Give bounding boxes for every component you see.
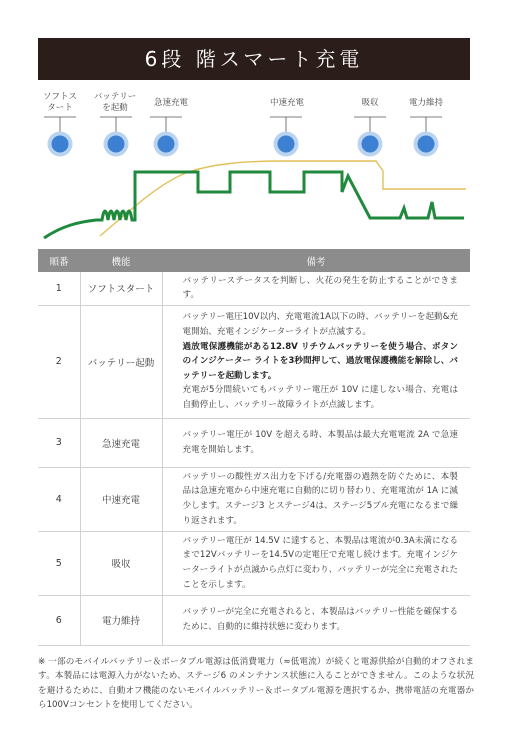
row-function: 中速充電 [80, 467, 162, 531]
stage-label-text: 急速充電 [153, 98, 188, 108]
stage-label-text: ソフトス タート [43, 92, 77, 113]
stage-bubble-icon [358, 132, 383, 157]
row-number: 5 [38, 531, 80, 595]
stage-bubble-icon [274, 132, 299, 157]
note-text-2: 充電が5分間続いてもバッテリー電圧が 10V に達しない場合、充電は自動停止し、バッテリー故障ライトが点滅します。 [182, 385, 458, 410]
stage-label-text: 中速充電 [269, 98, 304, 108]
note-text: バッテリー電圧が 10V を超える時、本製品は最大充電電流 2A で急速充電を開始します。 [182, 429, 458, 455]
note-text: バッテリーの酸性ガス出力を下げる/充電器の過熱を防ぐために、本製品は急速充電から中速充電に自動的に切り替わり、充電電流が 1A に減少します。ステージ3 とステージ4は、ステージ5ブル充電になるまで繰り返されます。 [182, 471, 458, 526]
row-function: 電力維持 [80, 595, 162, 645]
header-function: 機能 [80, 249, 162, 272]
note-text: バッテリー電圧が 14.5V に達すると、本製品は電流が0.3A未満になるまで12Vバッテリーを14.5Vの定電圧で充電し続けます。充電インジケーターライトが点滅から点灯に変わり、バッテリーが完全に充電されたことを示します。 [182, 535, 458, 590]
header-order: 順番 [38, 249, 80, 272]
charging-stage-table [38, 249, 470, 646]
stage-bubble-icon [414, 132, 439, 157]
stage-bubbles [48, 132, 439, 157]
row-number: 2 [38, 305, 80, 418]
row-note [162, 595, 470, 645]
row-number: 1 [38, 272, 80, 305]
table-row [38, 305, 470, 418]
row-function: バッテリー起動 [80, 305, 162, 418]
stage-bubble-icon [48, 132, 73, 157]
title-banner [38, 38, 470, 80]
charging-curve-graphic [38, 86, 470, 246]
row-number: 6 [38, 595, 80, 645]
note-text: バッテリーが完全に充電されると、本製品はバッテリー性能を確保するために、自動的に維持状態に変わります。 [182, 607, 458, 632]
table-row [38, 467, 470, 531]
stage-bubble-icon [154, 132, 179, 157]
note-text: バッテリーステータスを判断し、火花の発生を防止することができます。 [182, 275, 458, 301]
table-row [38, 418, 470, 467]
row-note [162, 418, 470, 467]
stage-label-text: 電力維持 [408, 98, 443, 108]
table-row [38, 595, 470, 645]
current-curve [44, 172, 464, 238]
row-note [162, 531, 470, 595]
row-number: 4 [38, 467, 80, 531]
page-title: 6段 階スマート充電 [144, 47, 364, 71]
header-notes: 備考 [162, 249, 470, 272]
row-number: 3 [38, 418, 80, 467]
row-note [162, 467, 470, 531]
table-row [38, 531, 470, 595]
row-function: ソフトスタート [80, 272, 162, 305]
row-function: 吸収 [80, 531, 162, 595]
stage-label-text: バッテリー を起動 [93, 92, 137, 113]
row-note [162, 272, 470, 305]
note-bold-text: 過放電保護機能がある12.8V リチウムバッテリーを使う場合、ボタンのインジケーター ライトを3秒間押して、過放電保護機能を解除し、バッテリーを起動します。 [182, 341, 458, 381]
stage-bubble-icon [104, 132, 129, 157]
stage-label-text: 吸収 [361, 98, 379, 108]
note-text: バッテリー電圧10V以内、充電電流1A以下の時、バッテリーを起動&充電開始、充電インジケーターライトが点滅する。 [182, 312, 458, 338]
charging-stage-diagram [38, 86, 470, 246]
row-note [162, 305, 470, 418]
table-header-row [38, 249, 470, 272]
table-row [38, 272, 470, 305]
row-function: 急速充電 [80, 418, 162, 467]
footnote: ※ 一部のモバイルバッテリー＆ポータブル電源は低消費電力（≈低電流）が続くと電源供給が自動的オフされます。本製品には電源入力がないため、ステージ6 のメンテナンス状態に入ることができません。このような状況を避けるために、自動オフ機能のないモバイルバッテリー＆ポータブル電源を選択するか、携帯電話の充電器から100Vコンセントを使用してください。 [38, 657, 474, 711]
